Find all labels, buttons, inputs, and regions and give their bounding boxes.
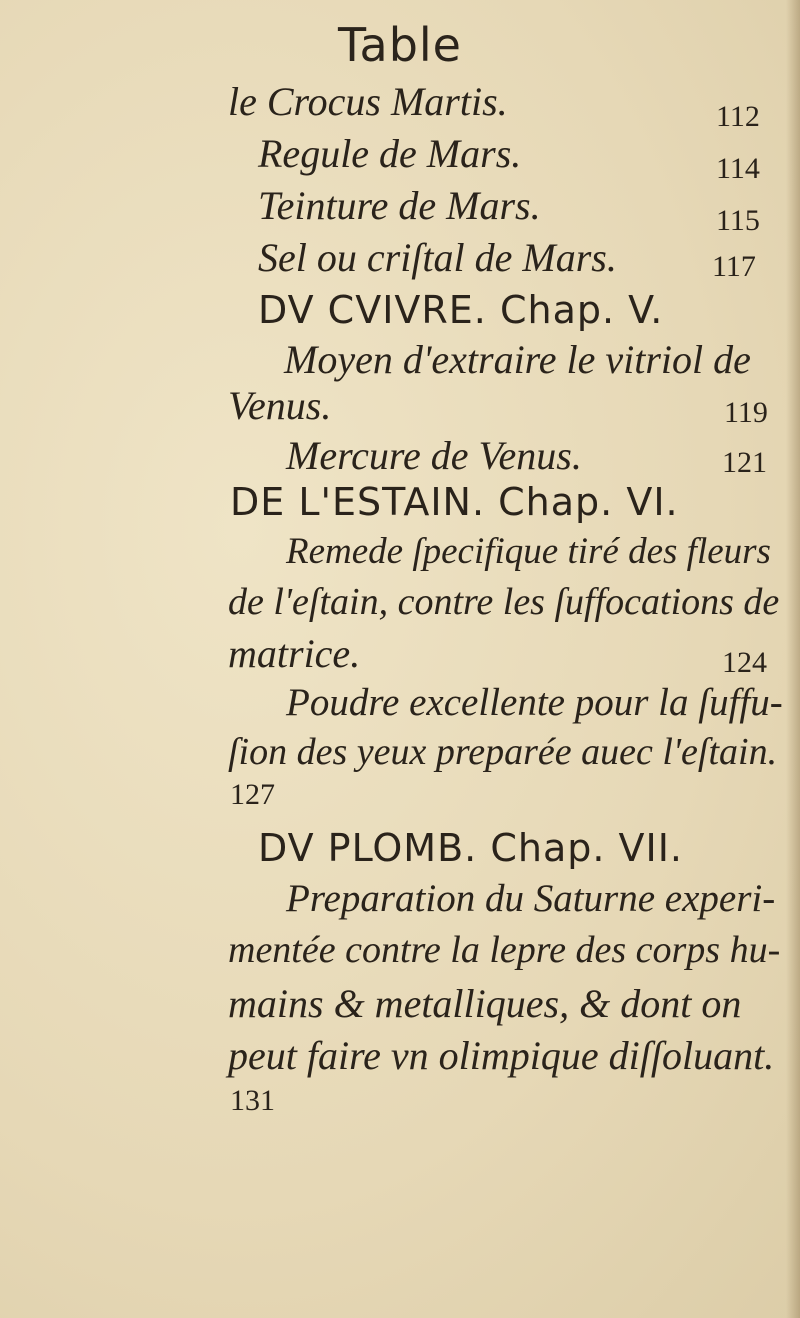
entry-preparation-line3: mains & metalliques, & dont on — [228, 981, 742, 1026]
entry-poudre-line2: ſion des yeux preparée auec l'eſtain. — [228, 731, 778, 773]
page-number: 121 — [722, 446, 767, 479]
entry-teinture-de-mars: Teinture de Mars. — [258, 183, 541, 228]
page-number: 117 — [712, 250, 756, 283]
page-number: 115 — [716, 204, 760, 237]
page-header: Table — [338, 18, 462, 72]
entry-remede-line3: matrice. — [228, 631, 361, 676]
page-number: 124 — [722, 646, 767, 679]
entry-preparation-line4: peut faire vn olimpique diſſoluant. — [228, 1033, 775, 1078]
page-number: 112 — [716, 100, 760, 133]
entry-crocus-martis: le Crocus Martis. — [228, 79, 508, 124]
section-heading-cuivre: DV CVIVRE. Chap. V. — [258, 288, 664, 332]
entry-preparation-line2: mentée contre la lepre des corps hu- — [228, 929, 781, 971]
section-heading-estain: DE L'ESTAIN. Chap. VI. — [230, 480, 679, 524]
page-number: 114 — [716, 152, 760, 185]
entry-mercure-de-venus: Mercure de Venus. — [286, 433, 582, 478]
entry-moyen-vitriol-line1: Moyen d'extraire le vitriol de — [284, 337, 751, 382]
section-heading-plomb: DV PLOMB. Chap. VII. — [258, 826, 683, 870]
page-number: 119 — [724, 396, 768, 429]
entry-sel-cristal-de-mars: Sel ou criſtal de Mars. — [258, 235, 617, 280]
entry-poudre-line1: Poudre excellente pour la ſuffu- — [286, 681, 783, 724]
entry-regule-de-mars: Regule de Mars. — [258, 131, 522, 176]
page-number: 127 — [230, 778, 275, 811]
entry-remede-line2: de l'eſtain, contre les ſuffocations de — [228, 581, 780, 623]
page-gutter-shadow — [786, 0, 800, 1318]
page-number: 131 — [230, 1084, 275, 1117]
entry-moyen-vitriol-line2: Venus. — [228, 383, 332, 428]
entry-preparation-line1: Preparation du Saturne experi- — [286, 877, 776, 920]
entry-remede-line1: Remede ſpecifique tiré des fleurs — [286, 531, 771, 572]
